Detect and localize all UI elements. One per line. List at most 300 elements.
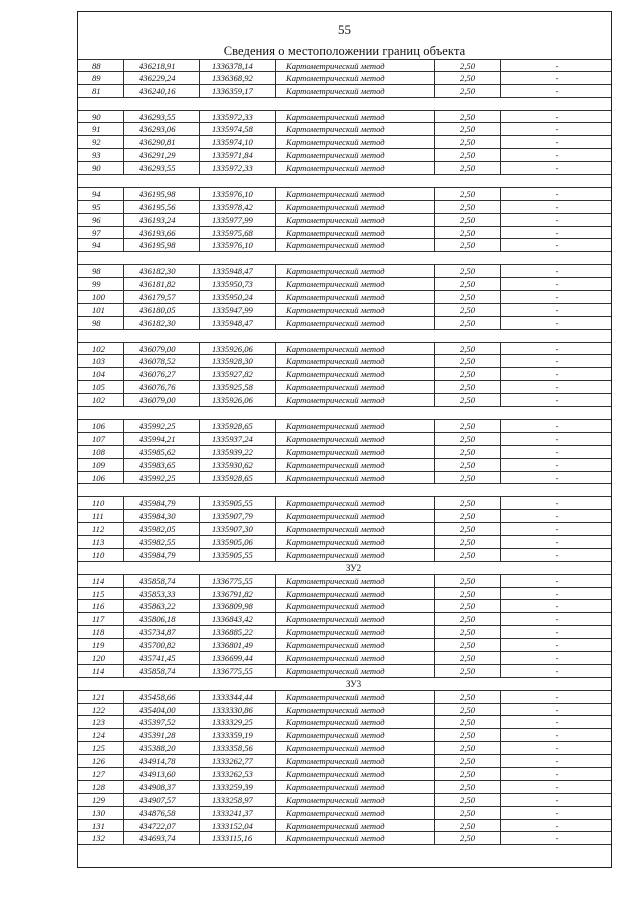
point-number-cell: 130 (92, 807, 105, 818)
accuracy-cell: 2,50 (434, 626, 500, 638)
x-coordinate-cell: 436293,55 (123, 111, 199, 123)
description-cell: - (500, 510, 613, 522)
y-coordinate-cell: 1333259,39 (199, 781, 275, 793)
x-coordinate-cell: 435397,52 (123, 716, 199, 728)
point-number-cell: 97 (92, 227, 101, 238)
y-coordinate-cell: 1335939,22 (199, 446, 275, 458)
point-number-cell: 94 (92, 240, 101, 251)
point-number-cell: 123 (92, 717, 105, 728)
point-number-cell: 126 (92, 756, 105, 767)
point-number-cell: 120 (92, 652, 105, 663)
method-cell: Картометрический метод (275, 227, 434, 239)
description-cell: - (500, 497, 613, 509)
accuracy-cell: 2,50 (434, 652, 500, 664)
y-coordinate-cell: 1333258,97 (199, 794, 275, 806)
method-cell: Картометрический метод (275, 446, 434, 458)
y-coordinate-cell: 1335928,30 (199, 355, 275, 367)
x-coordinate-cell: 435994,21 (123, 433, 199, 445)
accuracy-cell: 2,50 (434, 704, 500, 716)
y-coordinate-cell: 1335971,84 (199, 149, 275, 161)
table-row (78, 755, 611, 768)
description-cell: - (500, 729, 613, 741)
separator-row (78, 175, 611, 188)
table-row (78, 639, 611, 652)
description-cell: - (500, 652, 613, 664)
accuracy-cell: 2,50 (434, 60, 500, 71)
description-cell: - (500, 716, 613, 728)
y-coordinate-cell: 1335975,68 (199, 227, 275, 239)
description-cell: - (500, 523, 613, 535)
x-coordinate-cell: 436076,76 (123, 381, 199, 393)
method-cell: Картометрический метод (275, 394, 434, 406)
point-number-cell: 103 (92, 356, 105, 367)
x-coordinate-cell: 434914,78 (123, 755, 199, 767)
x-coordinate-cell: 435388,20 (123, 742, 199, 754)
y-coordinate-cell: 1336791,82 (199, 588, 275, 600)
y-coordinate-cell: 1336885,22 (199, 626, 275, 638)
method-cell: Картометрический метод (275, 639, 434, 651)
table-row (78, 652, 611, 665)
description-cell: - (500, 742, 613, 754)
method-cell: Картометрический метод (275, 291, 434, 303)
method-cell: Картометрический метод (275, 691, 434, 703)
method-cell: Картометрический метод (275, 201, 434, 213)
point-number-cell: 101 (92, 304, 105, 315)
point-number-cell: 112 (92, 524, 105, 535)
x-coordinate-cell: 435700,82 (123, 639, 199, 651)
description-cell: - (500, 420, 613, 432)
separator-row (78, 252, 611, 265)
point-number-cell: 108 (92, 446, 105, 457)
x-coordinate-cell: 435734,87 (123, 626, 199, 638)
point-number-cell: 92 (92, 137, 101, 148)
method-cell: Картометрический метод (275, 368, 434, 380)
accuracy-cell: 2,50 (434, 278, 500, 290)
y-coordinate-cell: 1336359,17 (199, 85, 275, 97)
accuracy-cell: 2,50 (434, 214, 500, 226)
point-number-cell: 110 (92, 498, 105, 509)
accuracy-cell: 2,50 (434, 613, 500, 625)
point-number-cell: 98 (92, 317, 101, 328)
point-number-cell: 98 (92, 266, 101, 277)
accuracy-cell: 2,50 (434, 201, 500, 213)
description-cell: - (500, 549, 613, 561)
description-cell: - (500, 820, 613, 832)
accuracy-cell: 2,50 (434, 446, 500, 458)
description-cell: - (500, 123, 613, 135)
accuracy-cell: 2,50 (434, 742, 500, 754)
table-row (78, 704, 611, 717)
accuracy-cell: 2,50 (434, 162, 500, 174)
table-row (78, 149, 611, 162)
description-cell: - (500, 639, 613, 651)
x-coordinate-cell: 435458,66 (123, 691, 199, 703)
method-cell: Картометрический метод (275, 497, 434, 509)
table-row (78, 600, 611, 613)
x-coordinate-cell: 436229,24 (123, 72, 199, 84)
section-label: ЗУ2 (345, 562, 362, 573)
description-cell: - (500, 394, 613, 406)
point-number-cell: 110 (92, 549, 105, 560)
accuracy-cell: 2,50 (434, 291, 500, 303)
table-row (78, 265, 611, 278)
accuracy-cell: 2,50 (434, 459, 500, 471)
accuracy-cell: 2,50 (434, 575, 500, 587)
y-coordinate-cell: 1335977,99 (199, 214, 275, 226)
method-cell: Картометрический метод (275, 136, 434, 148)
accuracy-cell: 2,50 (434, 820, 500, 832)
x-coordinate-cell: 434722,07 (123, 820, 199, 832)
point-number-cell: 89 (92, 72, 101, 83)
y-coordinate-cell: 1335927,82 (199, 368, 275, 380)
method-cell: Картометрический метод (275, 716, 434, 728)
accuracy-cell: 2,50 (434, 472, 500, 484)
boundary-coordinates-table (78, 59, 611, 845)
description-cell: - (500, 691, 613, 703)
description-cell: - (500, 433, 613, 445)
point-number-cell: 104 (92, 369, 105, 380)
x-coordinate-cell: 435985,62 (123, 446, 199, 458)
method-cell: Картометрический метод (275, 381, 434, 393)
description-cell: - (500, 214, 613, 226)
y-coordinate-cell: 1333115,16 (199, 832, 275, 844)
x-coordinate-cell: 436179,57 (123, 291, 199, 303)
method-cell: Картометрический метод (275, 536, 434, 548)
y-coordinate-cell: 1335905,55 (199, 549, 275, 561)
accuracy-cell: 2,50 (434, 368, 500, 380)
section-header-row (78, 562, 611, 575)
accuracy-cell: 2,50 (434, 510, 500, 522)
table-row (78, 278, 611, 291)
x-coordinate-cell: 436195,56 (123, 201, 199, 213)
point-number-cell: 127 (92, 768, 105, 779)
y-coordinate-cell: 1335948,47 (199, 317, 275, 329)
point-number-cell: 106 (92, 420, 105, 431)
method-cell: Картометрический метод (275, 459, 434, 471)
description-cell: - (500, 343, 613, 355)
table-row (78, 510, 611, 523)
y-coordinate-cell: 1335930,62 (199, 459, 275, 471)
y-coordinate-cell: 1335907,30 (199, 523, 275, 535)
point-number-cell: 118 (92, 627, 105, 638)
description-cell: - (500, 575, 613, 587)
method-cell: Картометрический метод (275, 149, 434, 161)
accuracy-cell: 2,50 (434, 691, 500, 703)
description-cell: - (500, 381, 613, 393)
y-coordinate-cell: 1336378,14 (199, 60, 275, 71)
description-cell: - (500, 317, 613, 329)
point-number-cell: 81 (92, 85, 101, 96)
point-number-cell: 115 (92, 588, 105, 599)
description-cell: - (500, 111, 613, 123)
accuracy-cell: 2,50 (434, 665, 500, 677)
x-coordinate-cell: 435982,55 (123, 536, 199, 548)
method-cell: Картометрический метод (275, 278, 434, 290)
y-coordinate-cell: 1333330,86 (199, 704, 275, 716)
accuracy-cell: 2,50 (434, 123, 500, 135)
point-number-cell: 131 (92, 820, 105, 831)
description-cell: - (500, 239, 613, 251)
section-header-row (78, 678, 611, 691)
x-coordinate-cell: 436076,27 (123, 368, 199, 380)
y-coordinate-cell: 1335926,06 (199, 394, 275, 406)
point-number-cell: 100 (92, 292, 105, 303)
table-row (78, 123, 611, 136)
point-number-cell: 124 (92, 730, 105, 741)
table-row (78, 162, 611, 175)
table-row (78, 394, 611, 407)
y-coordinate-cell: 1335928,65 (199, 420, 275, 432)
point-number-cell: 93 (92, 150, 101, 161)
description-cell: - (500, 626, 613, 638)
x-coordinate-cell: 436193,66 (123, 227, 199, 239)
y-coordinate-cell: 1335926,06 (199, 343, 275, 355)
table-row (78, 136, 611, 149)
table-row (78, 807, 611, 820)
accuracy-cell: 2,50 (434, 600, 500, 612)
accuracy-cell: 2,50 (434, 549, 500, 561)
table-row (78, 304, 611, 317)
accuracy-cell: 2,50 (434, 420, 500, 432)
accuracy-cell: 2,50 (434, 394, 500, 406)
table-row (78, 820, 611, 833)
x-coordinate-cell: 436193,24 (123, 214, 199, 226)
y-coordinate-cell: 1335950,24 (199, 291, 275, 303)
point-number-cell: 114 (92, 575, 105, 586)
x-coordinate-cell: 435858,74 (123, 575, 199, 587)
accuracy-cell: 2,50 (434, 639, 500, 651)
point-number-cell: 113 (92, 536, 105, 547)
point-number-cell: 129 (92, 794, 105, 805)
y-coordinate-cell: 1335948,47 (199, 265, 275, 277)
table-row (78, 794, 611, 807)
y-coordinate-cell: 1335905,06 (199, 536, 275, 548)
y-coordinate-cell: 1335974,10 (199, 136, 275, 148)
description-cell: - (500, 265, 613, 277)
description-cell: - (500, 72, 613, 84)
point-number-cell: 132 (92, 833, 105, 844)
description-cell: - (500, 136, 613, 148)
point-number-cell: 121 (92, 691, 105, 702)
x-coordinate-cell: 435992,25 (123, 420, 199, 432)
accuracy-cell: 2,50 (434, 523, 500, 535)
separator-row (78, 484, 611, 497)
section-label: ЗУ3 (345, 678, 362, 689)
table-row (78, 781, 611, 794)
method-cell: Картометрический метод (275, 239, 434, 251)
table-row (78, 239, 611, 252)
y-coordinate-cell: 1335976,10 (199, 239, 275, 251)
table-row (78, 613, 611, 626)
point-number-cell: 91 (92, 124, 101, 135)
method-cell: Картометрический метод (275, 549, 434, 561)
accuracy-cell: 2,50 (434, 807, 500, 819)
accuracy-cell: 2,50 (434, 188, 500, 200)
x-coordinate-cell: 435806,18 (123, 613, 199, 625)
accuracy-cell: 2,50 (434, 755, 500, 767)
x-coordinate-cell: 434907,57 (123, 794, 199, 806)
x-coordinate-cell: 434876,58 (123, 807, 199, 819)
description-cell: - (500, 794, 613, 806)
point-number-cell: 119 (92, 640, 105, 651)
accuracy-cell: 2,50 (434, 832, 500, 844)
x-coordinate-cell: 436240,16 (123, 85, 199, 97)
accuracy-cell: 2,50 (434, 72, 500, 84)
y-coordinate-cell: 1335928,65 (199, 472, 275, 484)
accuracy-cell: 2,50 (434, 317, 500, 329)
method-cell: Картометрический метод (275, 755, 434, 767)
y-coordinate-cell: 1333241,37 (199, 807, 275, 819)
y-coordinate-cell: 1333358,56 (199, 742, 275, 754)
x-coordinate-cell: 435984,79 (123, 549, 199, 561)
description-cell: - (500, 188, 613, 200)
accuracy-cell: 2,50 (434, 781, 500, 793)
accuracy-cell: 2,50 (434, 729, 500, 741)
description-cell: - (500, 227, 613, 239)
table-row (78, 665, 611, 678)
point-number-cell: 122 (92, 704, 105, 715)
y-coordinate-cell: 1336775,55 (199, 575, 275, 587)
method-cell: Картометрический метод (275, 729, 434, 741)
x-coordinate-cell: 434693,74 (123, 832, 199, 844)
method-cell: Картометрический метод (275, 472, 434, 484)
table-row (78, 201, 611, 214)
table-row (78, 626, 611, 639)
y-coordinate-cell: 1335907,79 (199, 510, 275, 522)
method-cell: Картометрический метод (275, 265, 434, 277)
y-coordinate-cell: 1335947,99 (199, 304, 275, 316)
table-row (78, 291, 611, 304)
description-cell: - (500, 472, 613, 484)
method-cell: Картометрический метод (275, 188, 434, 200)
y-coordinate-cell: 1335950,73 (199, 278, 275, 290)
method-cell: Картометрический метод (275, 794, 434, 806)
accuracy-cell: 2,50 (434, 768, 500, 780)
accuracy-cell: 2,50 (434, 433, 500, 445)
point-number-cell: 114 (92, 665, 105, 676)
x-coordinate-cell: 436290,81 (123, 136, 199, 148)
y-coordinate-cell: 1336699,44 (199, 652, 275, 664)
method-cell: Картометрический метод (275, 588, 434, 600)
description-cell: - (500, 755, 613, 767)
description-cell: - (500, 459, 613, 471)
description-cell: - (500, 704, 613, 716)
table-row (78, 72, 611, 85)
method-cell: Картометрический метод (275, 523, 434, 535)
separator-row (78, 98, 611, 111)
description-cell: - (500, 832, 613, 844)
x-coordinate-cell: 435853,33 (123, 588, 199, 600)
description-cell: - (500, 149, 613, 161)
table-row (78, 420, 611, 433)
table-row (78, 227, 611, 240)
y-coordinate-cell: 1335974,58 (199, 123, 275, 135)
table-row (78, 691, 611, 704)
method-cell: Картометрический метод (275, 652, 434, 664)
point-number-cell: 95 (92, 201, 101, 212)
y-coordinate-cell: 1336801,49 (199, 639, 275, 651)
document-page (77, 11, 612, 868)
x-coordinate-cell: 436180,05 (123, 304, 199, 316)
point-number-cell: 116 (92, 601, 105, 612)
table-row (78, 368, 611, 381)
x-coordinate-cell: 435983,65 (123, 459, 199, 471)
y-coordinate-cell: 1333329,25 (199, 716, 275, 728)
x-coordinate-cell: 436195,98 (123, 239, 199, 251)
accuracy-cell: 2,50 (434, 536, 500, 548)
accuracy-cell: 2,50 (434, 85, 500, 97)
method-cell: Картометрический метод (275, 600, 434, 612)
point-number-cell: 88 (92, 61, 101, 71)
x-coordinate-cell: 435741,45 (123, 652, 199, 664)
table-row (78, 742, 611, 755)
x-coordinate-cell: 435391,28 (123, 729, 199, 741)
description-cell: - (500, 807, 613, 819)
y-coordinate-cell: 1335905,55 (199, 497, 275, 509)
accuracy-cell: 2,50 (434, 149, 500, 161)
method-cell: Картометрический метод (275, 343, 434, 355)
method-cell: Картометрический метод (275, 214, 434, 226)
description-cell: - (500, 60, 613, 71)
y-coordinate-cell: 1335937,24 (199, 433, 275, 445)
method-cell: Картометрический метод (275, 665, 434, 677)
table-row (78, 381, 611, 394)
accuracy-cell: 2,50 (434, 239, 500, 251)
table-row (78, 59, 611, 72)
table-row (78, 188, 611, 201)
method-cell: Картометрический метод (275, 613, 434, 625)
y-coordinate-cell: 1335976,10 (199, 188, 275, 200)
description-cell: - (500, 446, 613, 458)
y-coordinate-cell: 1336775,55 (199, 665, 275, 677)
table-row (78, 85, 611, 98)
table-row (78, 588, 611, 601)
accuracy-cell: 2,50 (434, 304, 500, 316)
point-number-cell: 117 (92, 614, 105, 625)
description-cell: - (500, 588, 613, 600)
x-coordinate-cell: 435858,74 (123, 665, 199, 677)
y-coordinate-cell: 1333344,44 (199, 691, 275, 703)
y-coordinate-cell: 1336368,92 (199, 72, 275, 84)
accuracy-cell: 2,50 (434, 343, 500, 355)
description-cell: - (500, 665, 613, 677)
method-cell: Картометрический метод (275, 510, 434, 522)
x-coordinate-cell: 436293,55 (123, 162, 199, 174)
y-coordinate-cell: 1333262,77 (199, 755, 275, 767)
table-row (78, 549, 611, 562)
description-cell: - (500, 278, 613, 290)
accuracy-cell: 2,50 (434, 111, 500, 123)
y-coordinate-cell: 1335972,33 (199, 162, 275, 174)
table-row (78, 343, 611, 356)
table-row (78, 214, 611, 227)
table-row (78, 317, 611, 330)
method-cell: Картометрический метод (275, 742, 434, 754)
table-row (78, 355, 611, 368)
separator-row (78, 407, 611, 420)
point-number-cell: 94 (92, 188, 101, 199)
table-row (78, 446, 611, 459)
accuracy-cell: 2,50 (434, 497, 500, 509)
y-coordinate-cell: 1335925,58 (199, 381, 275, 393)
x-coordinate-cell: 435863,22 (123, 600, 199, 612)
description-cell: - (500, 781, 613, 793)
method-cell: Картометрический метод (275, 575, 434, 587)
point-number-cell: 111 (92, 511, 104, 522)
table-row (78, 523, 611, 536)
table-row (78, 716, 611, 729)
point-number-cell: 99 (92, 279, 101, 290)
